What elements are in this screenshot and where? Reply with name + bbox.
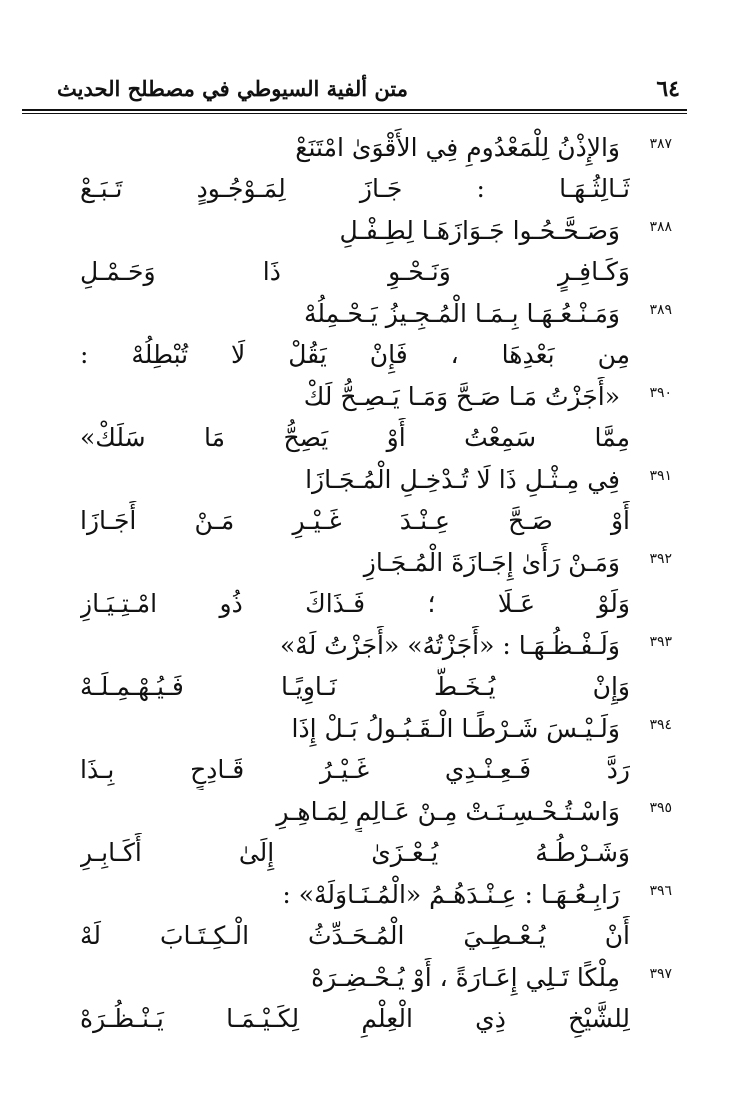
verse — [80, 709, 672, 792]
page-header — [38, 76, 680, 106]
verse-first-hemistich: فِي مِـثْـلِ ذَا لَا تُـدْخِـلِ الْمُـجَـازَا — [305, 465, 620, 494]
header-rule-thin — [22, 113, 687, 114]
verse — [80, 543, 672, 626]
verse — [80, 128, 672, 211]
verse-first-hemistich: وَلَـفْـظُـهَـا : «أَجَزْتُهُ» «أَجَزْتُ لَهْ» — [280, 631, 620, 660]
verse-number: ٣٩٤ — [649, 717, 672, 733]
verse-second-hemistich: رَدَّ فَـعِـنْـدِي غَـيْـرُ قَـادِحٍ بِـذَا — [80, 755, 630, 784]
verse-number: ٣٩٥ — [649, 800, 672, 816]
verse-first-hemistich: وَمَـنْـعُـهَـا بِـمَـا الْمُـجِـيزُ يَـحْـمِلُهْ — [303, 299, 620, 328]
verse — [80, 626, 672, 709]
running-title: متن ألفية السيوطي في مصطلح الحديث — [57, 76, 408, 101]
verse-first-hemistich: رَابِـعُـهَـا : عِـنْـدَهُـمُ «الْمُـنَـاوَلَهْ» : — [282, 880, 620, 909]
verse-second-hemistich: لِلشَّيْخِ ذِي الْعِلْمِ لِكَـيْـمَـا يَـنْـظُـرَهْ — [80, 1004, 630, 1033]
verse-number: ٣٨٩ — [649, 302, 672, 318]
verse-first-hemistich: مِلْكًا تَـلِي إِعَـارَةً ، أَوْ يُـحْـضِـرَهْ — [311, 963, 620, 992]
verse-second-hemistich: أَنْ يُـعْـطِـيَ الْمُـحَـدِّثُ الْـكِـتَـابَ لَهْ — [80, 921, 630, 950]
verse-second-hemistich: وَكَـافِـرٍ وَنَـحْـوِ ذَا وَحَـمْـلِ — [80, 257, 630, 286]
verse-first-hemistich: وَصَـحَّـحُـوا جَـوَازَهَـا لِطِـفْـلِ — [339, 216, 620, 245]
verse-second-hemistich: مِمَّا سَمِعْتُ أَوْ يَصِحُّ مَا سَلَكْ» — [80, 423, 630, 452]
verse-second-hemistich: ثَـالِثُـهَـا : جَـازَ لِمَـوْجُـودٍ تَـبَـعْ — [80, 174, 630, 203]
verse-number: ٣٩٧ — [649, 966, 672, 982]
verse-number: ٣٩٢ — [649, 551, 672, 567]
verse — [80, 875, 672, 958]
verse-first-hemistich: «أَجَزْتُ مَـا صَـحَّ وَمَـا يَـصِـحُّ لَكْ — [303, 382, 620, 411]
verse — [80, 211, 672, 294]
verse-number: ٣٨٧ — [649, 136, 672, 152]
verse-number: ٣٩٣ — [649, 634, 672, 650]
verse-first-hemistich: وَاسْـتُـحْـسِـنَـتْ مِـنْ عَـالِمٍ لِمَـاهِـرِ — [276, 797, 620, 826]
page-number: ٦٤ — [656, 76, 680, 102]
verse-number: ٣٨٨ — [649, 219, 672, 235]
verse — [80, 460, 672, 543]
verse-first-hemistich: وَلَـيْـسَ شَـرْطًـا الْـقَـبُـولُ بَـلْ إِذَا — [291, 714, 620, 743]
verse-second-hemistich: أَوْ صَـحَّ عِـنْـدَ غَـيْـرِ مَـنْ أَجَـازَا — [80, 506, 630, 535]
verse-number: ٣٩٠ — [649, 385, 672, 401]
verse — [80, 958, 672, 1041]
verse-list — [80, 128, 672, 1041]
verse-second-hemistich: وَإِنْ يُـخَـطَّ نَـاوِيًـا فَـيُـهْـمِـلَـهْ — [80, 672, 630, 701]
verse — [80, 792, 672, 875]
verse — [80, 377, 672, 460]
verse-second-hemistich: وَشَـرْطُـهُ يُـعْـزَىٰ إِلَىٰ أَكَـابِـرِ — [80, 838, 630, 867]
header-rule-thick — [22, 109, 687, 111]
verse-second-hemistich: وَلَوْ عَـلَا ؛ فَـذَاكَ ذُو امْـتِـيَـازِ — [80, 589, 630, 618]
verse-number: ٣٩٦ — [649, 883, 672, 899]
verse-first-hemistich: وَالإِذْنُ لِلْمَعْدُومِ فِي الأَقْوَىٰ امْتَنَعْ — [295, 133, 620, 162]
verse — [80, 294, 672, 377]
verse-first-hemistich: وَمَـنْ رَأَىٰ إِجَـازَةَ الْمُـجَـازِ — [363, 548, 620, 577]
verse-number: ٣٩١ — [649, 468, 672, 484]
verse-second-hemistich: مِن بَعْدِهَا ، فَإِنْ يَقُلْ لَا تُبْطِلُهْ : — [80, 340, 630, 369]
